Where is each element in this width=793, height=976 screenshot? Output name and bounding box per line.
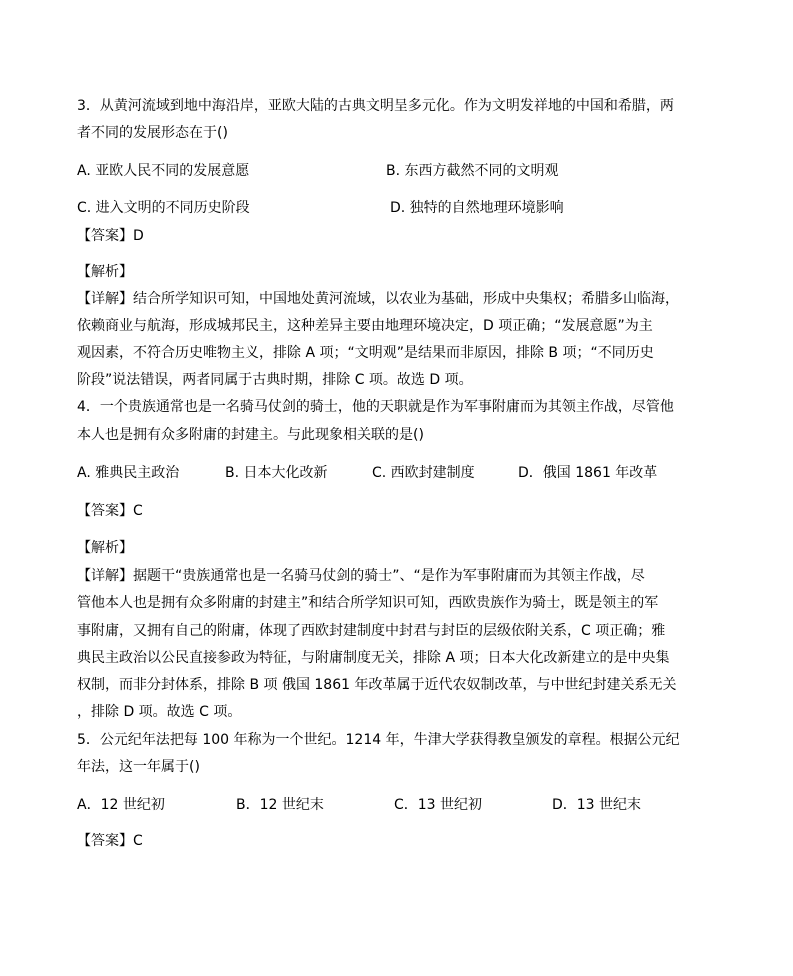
q5-stem-line-2: 年法，这一年属于() [77, 759, 200, 775]
q3-option-a: A. 亚欧人民不同的发展意愿 [77, 163, 250, 179]
q4-detail-line-2: 管他本人也是拥有众多附庸的封建主”和结合所学知识可知，西欧贵族作为骑士，既是领主的军 [77, 595, 659, 611]
q4-detail-line-3: 事附庸，又拥有自己的附庸，体现了西欧封建制度中封君与封臣的层级依附关系，C 项正确；雅 [77, 623, 666, 639]
q3-analysis-heading: 【解析】 [77, 264, 133, 280]
q3-detail-line-1: 【详解】结合所学知识可知，中国地处黄河流域，以农业为基础，形成中央集权；希腊多山临海， [77, 291, 679, 307]
q5-stem-line-1: 5．公元纪年法把每 100 年称为一个世纪。1214 年，牛津大学获得教皇颁发的章程。根据公元纪 [77, 732, 680, 748]
q4-detail-line-4: 典民主政治以公民直接参政为特征，与附庸制度无关，排除 A 项；日本大化改新建立的是中央集 [77, 650, 670, 666]
q3-option-d: D. 独特的自然地理环境影响 [390, 200, 564, 216]
q3-answer: 【答案】D [77, 228, 144, 244]
q5-option-a: A．12 世纪初 [77, 797, 165, 813]
q5-option-d: D．13 世纪末 [552, 797, 642, 813]
q4-stem-line-1: 4．一个贵族通常也是一名骑马仗剑的骑士，他的天职就是作为军事附庸而为其领主作战，尽管他 [77, 399, 674, 415]
q4-option-b: B. 日本大化改新 [225, 465, 328, 481]
q3-stem-line-2: 者不同的发展形态在于() [77, 125, 228, 141]
q5-answer: 【答案】C [77, 833, 143, 849]
q4-answer: 【答案】C [77, 503, 143, 519]
q4-option-d: D．俄国 1861 年改革 [518, 465, 658, 481]
q4-analysis-heading: 【解析】 [77, 540, 133, 556]
q3-detail-line-4: 阶段”说法错误，两者同属于古典时期，排除 C 项。故选 D 项。 [77, 372, 473, 388]
q4-detail-line-5: 权制，而非分封体系，排除 B 项 俄国 1861 年改革属于近代农奴制改革，与中世纪封建关系无关 [77, 677, 677, 693]
q5-option-b: B．12 世纪末 [236, 797, 324, 813]
q5-option-c: C．13 世纪初 [394, 797, 483, 813]
q4-stem-line-2: 本人也是拥有众多附庸的封建主。与此现象相关联的是() [77, 427, 424, 443]
q4-option-c: C. 西欧封建制度 [372, 465, 475, 481]
q4-detail-line-6: ，排除 D 项。故选 C 项。 [77, 704, 242, 720]
q4-detail-line-1: 【详解】据题干“贵族通常也是一名骑马仗剑的骑士”、“是作为军事附庸而为其领主作战，尽 [77, 568, 645, 584]
q3-detail-line-2: 依赖商业与航海，形成城邦民主，这种差异主要由地理环境决定，D 项正确；“发展意愿”为主 [77, 318, 653, 334]
q3-stem-line-1: 3．从黄河流域到地中海沿岸，亚欧大陆的古典文明呈多元化。作为文明发祥地的中国和希腊，两 [77, 98, 674, 114]
q4-option-a: A. 雅典民主政治 [77, 465, 180, 481]
q3-detail-line-3: 观因素，不符合历史唯物主义，排除 A 项；“文明观”是结果而非原因，排除 B 项；“不同历史 [77, 345, 654, 361]
q3-option-b: B. 东西方截然不同的文明观 [386, 163, 559, 179]
q3-option-c: C. 进入文明的不同历史阶段 [77, 200, 250, 216]
